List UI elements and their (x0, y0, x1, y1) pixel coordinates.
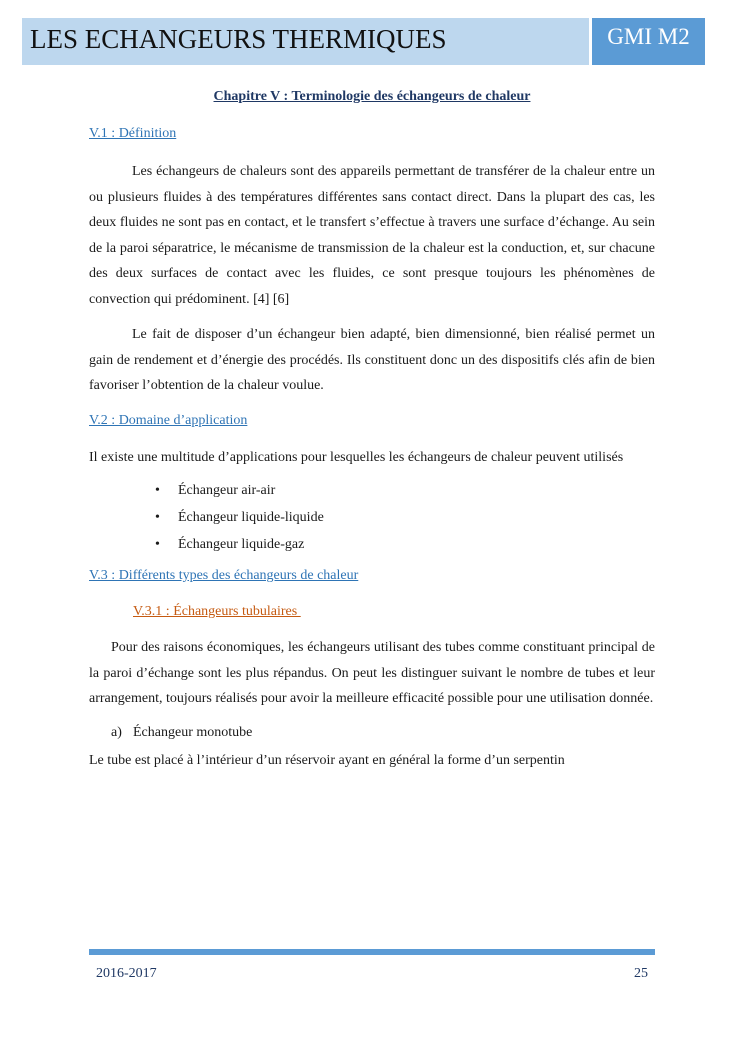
paragraph-tubular: Pour des raisons économiques, les échangeurs utilisant des tubes comme constituant principal de la paroi d’échange sont les plus répandus. On peut les distinguer suivant le nombre de tubes et leur arrangement, toujours réalisés pour avoir la meilleure efficacité possible pour une utilisation donnée. (89, 640, 655, 706)
paragraph-monotube: Le tube est placé à l’intérieur d’un réservoir ayant en général la forme d’un serpentin (89, 752, 565, 768)
list-item: • Échangeur liquide-gaz (89, 531, 655, 558)
paragraph-definition-1: Les échangeurs de chaleurs sont des appareils permettant de transférer de la chaleur entre un ou plusieurs fluides à des températures différentes sans contact direct. Dans la plupart des cas, les deux fluides ne sont pas en contact, et le transfert s’effectue à travers une surface d’échange. Au sein de la paroi séparatrice, le mécanisme de transmission de la chaleur est la conduction, et, sur chacune des deux surfaces de contact avec les fluides, ce sont presque toujours les phénomènes de convection qui prédominent. [4] [6] (89, 164, 655, 307)
bullet-icon: • (155, 537, 160, 552)
footer-divider (89, 949, 655, 955)
paragraph-definition-2: Le fait de disposer d’un échangeur bien adapté, bien dimensionné, bien réalisé permet un gain de rendement et d’énergie des procédés. Ils constituent donc un des dispositifs clés afin de bien favoriser l’obtention de la chaleur voulue. (89, 327, 655, 393)
section-title-application: V.2 : Domaine d’application (89, 412, 248, 428)
subsection-title-tubular: V.3.1 : Échangeurs tubulaires (133, 604, 301, 619)
footer-year: 2016-2017 (96, 966, 157, 981)
list-item-label: Échangeur monotube (133, 724, 253, 740)
page-content (89, 86, 655, 772)
chapter-title: Chapitre V : Terminologie des échangeurs de chaleur (213, 89, 531, 104)
list-item: • Échangeur liquide-liquide (89, 504, 655, 531)
document-header-title: LES ECHANGEURS THERMIQUES (22, 18, 589, 65)
page-number: 25 (634, 966, 648, 981)
bullet-icon: • (155, 510, 160, 525)
list-marker: a) (111, 724, 122, 740)
section-title-types: V.3 : Différents types des échangeurs de chaleur (89, 568, 359, 583)
list-item-monotube (89, 722, 655, 744)
section-title-definition: V.1 : Définition (89, 126, 177, 141)
bullet-icon: • (155, 483, 160, 498)
application-list (89, 477, 655, 558)
list-item: • Échangeur air-air (89, 477, 655, 504)
paragraph-application: Il existe une multitude d’applications pour lesquelles les échangeurs de chaleur peuvent utilisés (89, 449, 624, 465)
document-header-badge: GMI M2 (592, 18, 705, 65)
